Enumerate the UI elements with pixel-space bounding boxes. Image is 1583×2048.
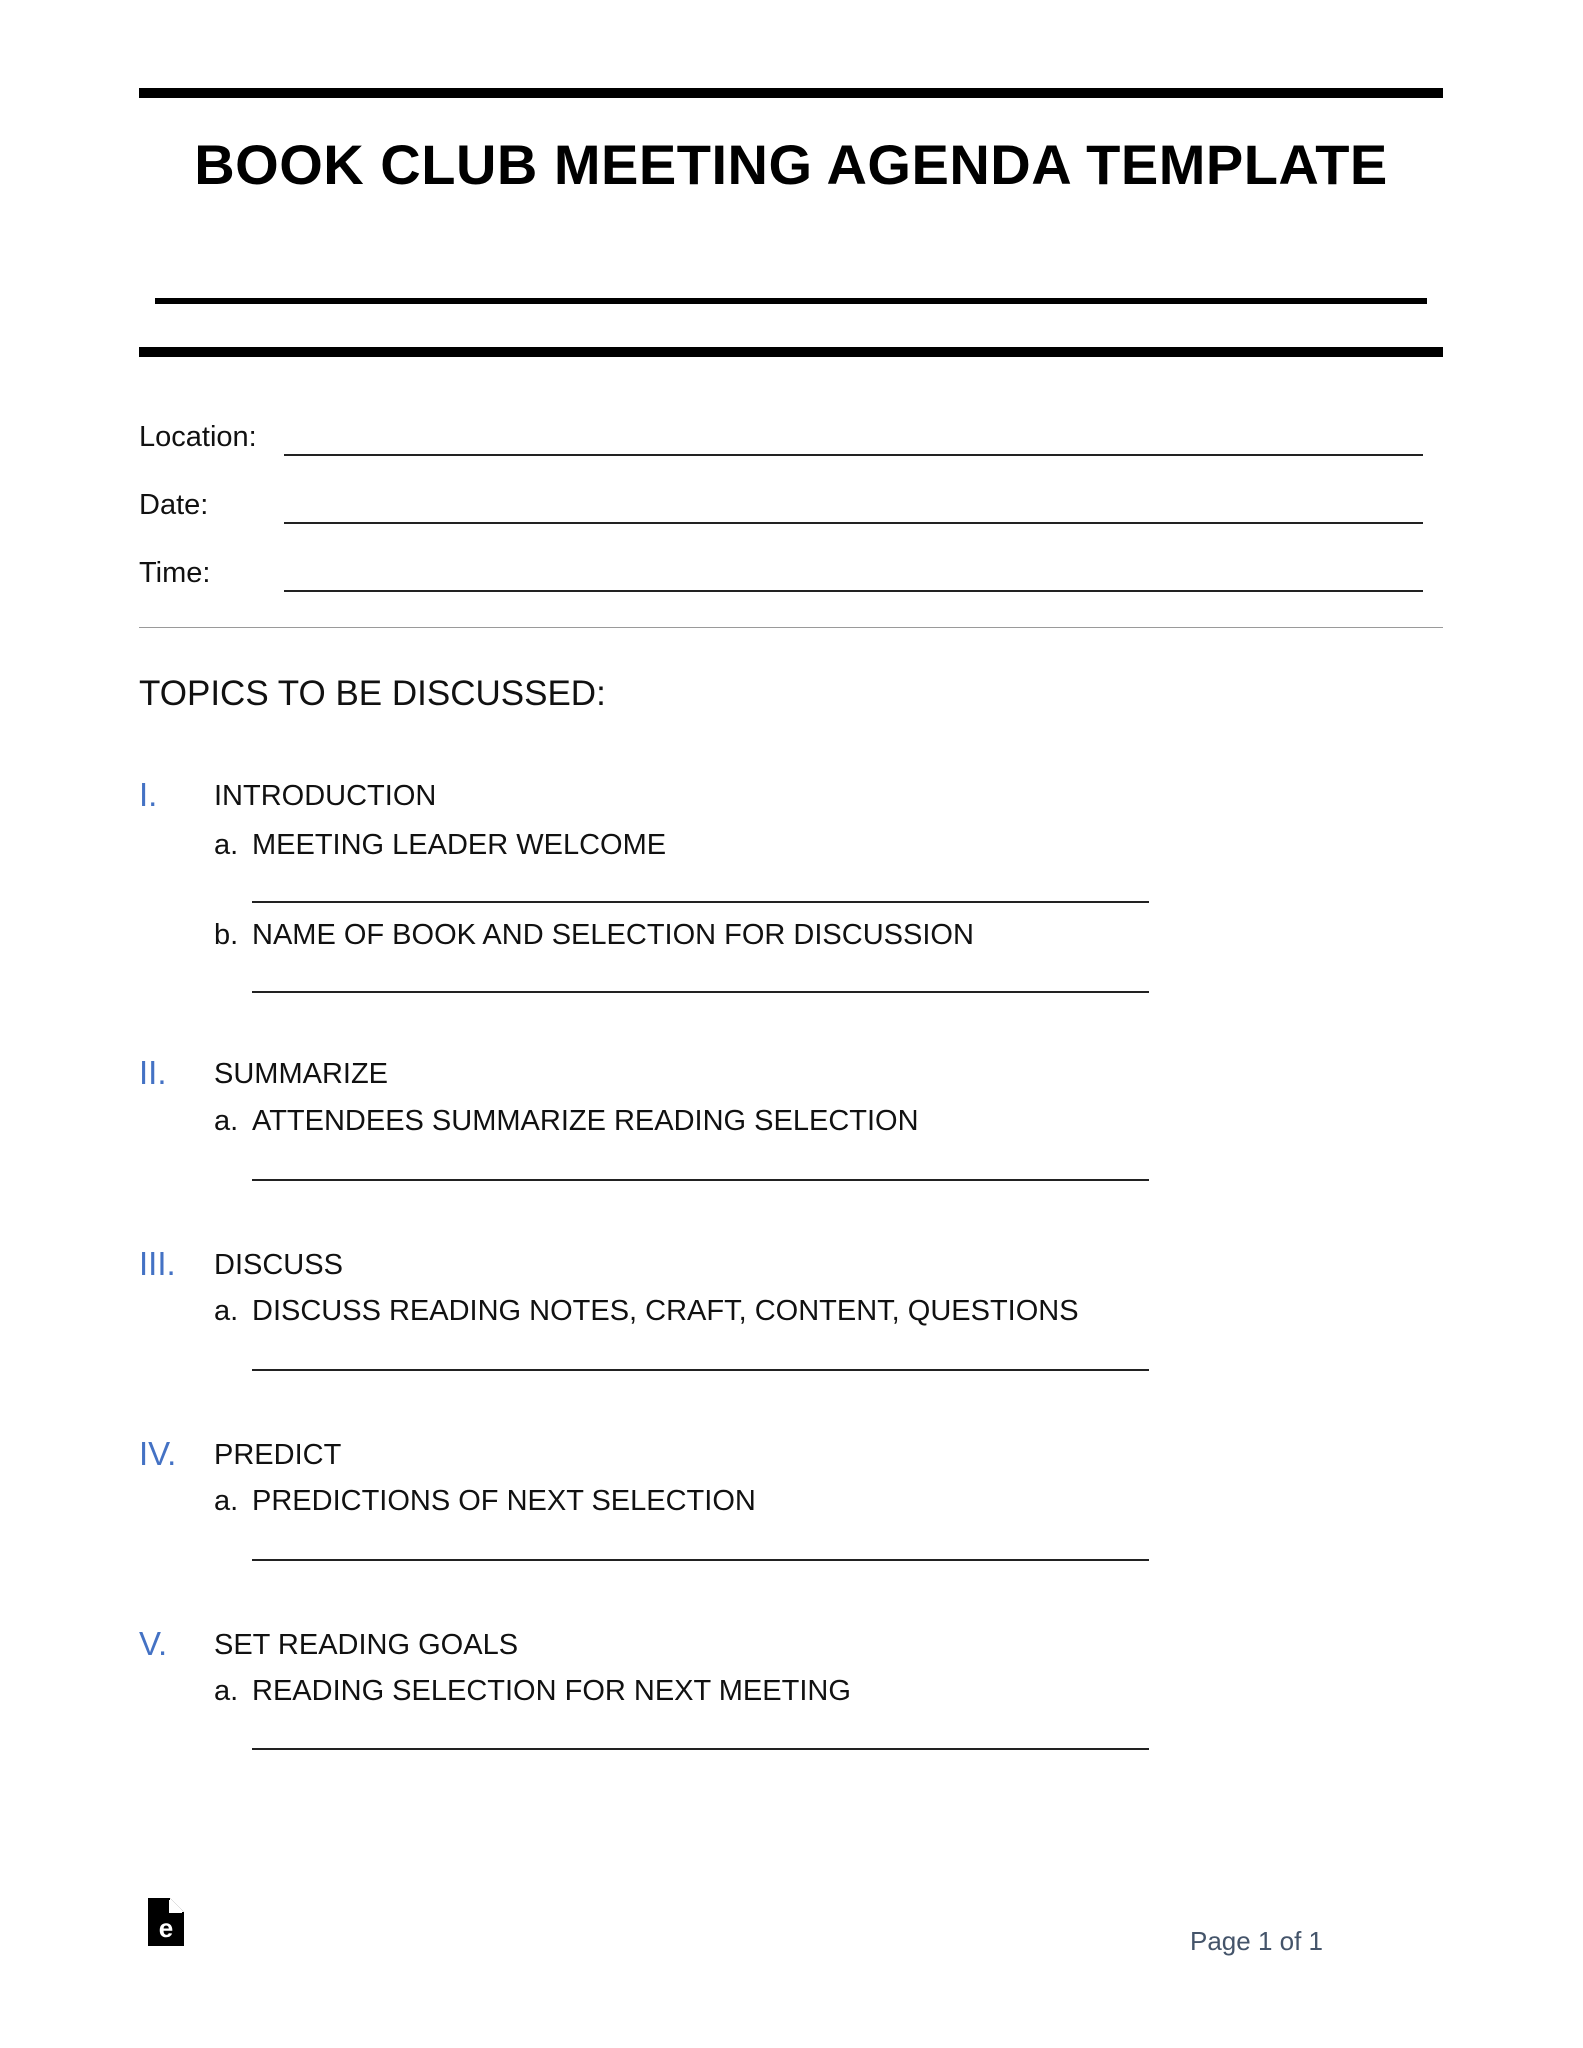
date-field <box>139 488 1423 528</box>
sub-item-text: ATTENDEES SUMMARIZE READING SELECTION <box>252 1105 919 1137</box>
answer-line[interactable] <box>252 1559 1149 1561</box>
sub-item-letter: a. <box>214 1295 239 1327</box>
header-bottom-heavy-rule <box>139 347 1443 357</box>
svg-text:e: e <box>158 1913 174 1943</box>
agenda-sub-item <box>214 1675 851 1708</box>
page-title: BOOK CLUB MEETING AGENDA TEMPLATE <box>194 133 1388 196</box>
section-numeral: III. <box>139 1245 176 1282</box>
sub-item-text: PREDICTIONS OF NEXT SELECTION <box>252 1485 756 1517</box>
answer-line[interactable] <box>252 1369 1149 1371</box>
sub-item-letter: a. <box>214 1105 239 1137</box>
time-label: Time: <box>139 557 211 589</box>
time-input-line[interactable] <box>284 590 1423 592</box>
sub-item-letter: a. <box>214 1485 239 1517</box>
section-title: SET READING GOALS <box>214 1629 519 1661</box>
section-numeral: IV. <box>139 1435 177 1472</box>
section-numeral: II. <box>139 1054 167 1091</box>
section-numeral: I. <box>139 776 158 813</box>
sub-item-letter: a. <box>214 829 239 861</box>
section-divider <box>139 627 1443 628</box>
section-title: SUMMARIZE <box>214 1058 388 1090</box>
sub-item-letter: a. <box>214 1675 239 1707</box>
time-field <box>139 556 1423 596</box>
sub-item-text: MEETING LEADER WELCOME <box>252 829 667 861</box>
section-title: INTRODUCTION <box>214 780 437 812</box>
answer-line[interactable] <box>252 1179 1149 1181</box>
page-number: Page 1 of 1 <box>1190 1926 1323 1956</box>
date-input-line[interactable] <box>284 522 1423 524</box>
topics-heading: TOPICS TO BE DISCUSSED: <box>139 674 606 713</box>
section-title: DISCUSS <box>214 1249 343 1281</box>
sub-item-text: READING SELECTION FOR NEXT MEETING <box>252 1675 851 1707</box>
section-title: PREDICT <box>214 1439 342 1471</box>
agenda-sub-item <box>214 1105 919 1138</box>
location-label: Location: <box>139 421 257 453</box>
top-heavy-rule <box>139 88 1443 98</box>
agenda-sub-item <box>214 829 666 862</box>
eforms-logo-icon <box>148 1898 184 1946</box>
sub-item-text: NAME OF BOOK AND SELECTION FOR DISCUSSION <box>252 919 974 951</box>
agenda-sub-item <box>214 1485 756 1518</box>
sub-item-letter: b. <box>214 919 239 951</box>
agenda-sub-item <box>214 919 974 952</box>
location-input-line[interactable] <box>284 454 1423 456</box>
section-numeral: V. <box>139 1625 168 1662</box>
sub-item-text: DISCUSS READING NOTES, CRAFT, CONTENT, QUESTIONS <box>252 1295 1079 1327</box>
club-name-blank-line[interactable] <box>155 298 1427 304</box>
answer-line[interactable] <box>252 1748 1149 1750</box>
answer-line[interactable] <box>252 901 1149 903</box>
location-field <box>139 420 1423 460</box>
answer-line[interactable] <box>252 991 1149 993</box>
date-label: Date: <box>139 489 209 521</box>
agenda-sub-item <box>214 1295 1079 1328</box>
